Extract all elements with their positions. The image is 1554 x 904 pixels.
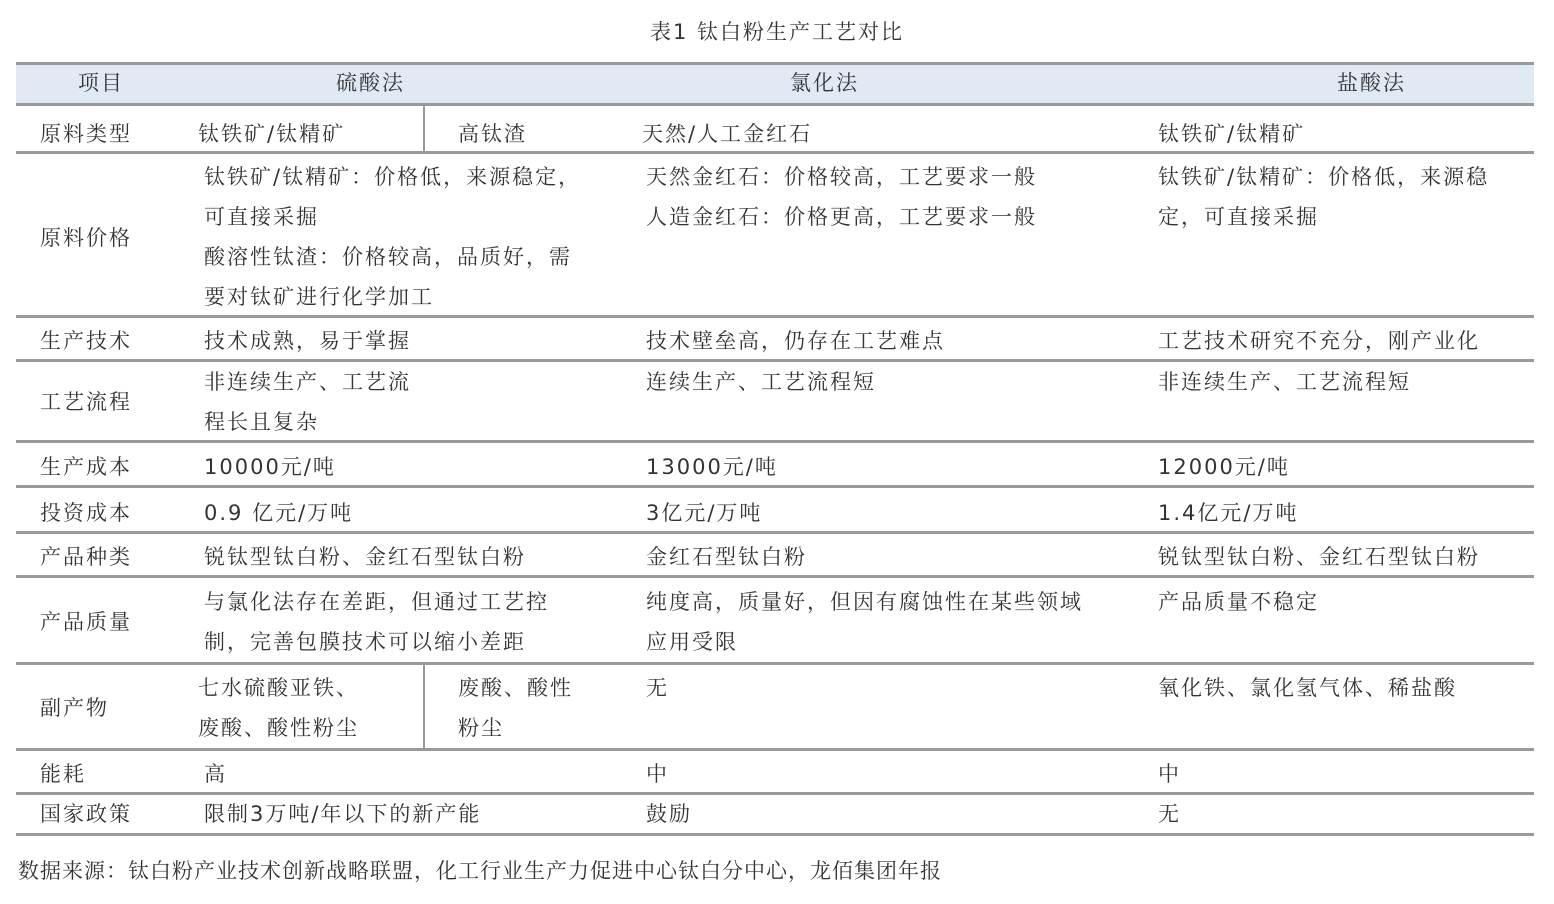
sulfuric-cell: 钛铁矿/钛精矿：价格低，来源稳定， 可直接采掘 酸溶性钛渣：价格较高，品质好，需 要对钛矿进行化学加工 xyxy=(204,165,582,309)
chloride-cell: 鼓励 xyxy=(646,802,692,826)
header-sulfuric: 硫酸法 xyxy=(336,71,405,95)
row-label: 国家政策 xyxy=(40,802,132,826)
chloride-cell: 连续生产、工艺流程短 xyxy=(646,370,876,394)
hydrochloric-cell: 中 xyxy=(1158,762,1181,786)
sulfuric-cell: 非连续生产、工艺流 程长且复杂 xyxy=(204,370,411,434)
chloride-cell: 13000元/吨 xyxy=(646,455,778,479)
chloride-cell: 中 xyxy=(646,762,669,786)
sulfuric-cell: 高钛渣 xyxy=(458,122,527,146)
sulfuric-split-divider xyxy=(423,665,425,748)
table-caption: 表1 钛白粉生产工艺对比 xyxy=(649,20,905,44)
row-label: 工艺流程 xyxy=(40,390,132,414)
chloride-cell: 技术壁垒高，仍存在工艺难点 xyxy=(646,329,945,353)
sulfuric-cell: 锐钛型钛白粉、金红石型钛白粉 xyxy=(204,545,526,569)
row-label: 副产物 xyxy=(40,696,109,720)
sulfuric-cell: 高 xyxy=(204,762,227,786)
hydrochloric-cell: 氧化铁、氯化氢气体、稀盐酸 xyxy=(1158,676,1457,700)
sulfuric-cell: 限制3万吨/年以下的新产能 xyxy=(204,802,482,826)
hydrochloric-cell: 非连续生产、工艺流程短 xyxy=(1158,370,1411,394)
row-label: 投资成本 xyxy=(40,501,132,525)
sulfuric-cell: 0.9 亿元/万吨 xyxy=(204,501,354,525)
row-label: 原料价格 xyxy=(40,226,132,250)
sulfuric-cell: 技术成熟，易于掌握 xyxy=(204,329,411,353)
chloride-cell: 天然/人工金红石 xyxy=(642,122,813,146)
row-divider xyxy=(16,103,1534,106)
row-label: 生产技术 xyxy=(40,329,132,353)
table-top-rule xyxy=(16,62,1534,65)
table-header-background xyxy=(16,62,1534,104)
comparison-table xyxy=(16,62,1534,837)
hydrochloric-cell: 1.4亿元/万吨 xyxy=(1158,501,1299,525)
sulfuric-cell: 钛铁矿/钛精矿 xyxy=(198,122,346,146)
chloride-cell: 无 xyxy=(646,676,669,700)
sulfuric-cell: 废酸、酸性 粉尘 xyxy=(458,676,573,740)
hydrochloric-cell: 钛铁矿/钛精矿：价格低，来源稳 定，可直接采掘 xyxy=(1158,165,1490,229)
hydrochloric-cell: 锐钛型钛白粉、金红石型钛白粉 xyxy=(1158,545,1480,569)
row-label: 原料类型 xyxy=(40,122,132,146)
data-source-note: 数据来源：钛白粉产业技术创新战略联盟，化工行业生产力促进中心钛白分中心，龙佰集团年报 xyxy=(18,859,942,883)
hydrochloric-cell: 钛铁矿/钛精矿 xyxy=(1158,122,1306,146)
header-chloride: 氯化法 xyxy=(790,71,859,95)
row-label: 产品质量 xyxy=(40,610,132,634)
chloride-cell: 纯度高，质量好，但因有腐蚀性在某些领域 应用受限 xyxy=(646,590,1083,654)
hydrochloric-cell: 工艺技术研究不充分，刚产业化 xyxy=(1158,329,1480,353)
row-label: 产品种类 xyxy=(40,545,132,569)
chloride-cell: 金红石型钛白粉 xyxy=(646,545,807,569)
hydrochloric-cell: 12000元/吨 xyxy=(1158,455,1290,479)
hydrochloric-cell: 产品质量不稳定 xyxy=(1158,590,1319,614)
row-divider xyxy=(16,662,1534,665)
header-item: 项目 xyxy=(78,71,124,95)
sulfuric-split-divider xyxy=(423,105,425,151)
sulfuric-cell: 七水硫酸亚铁、 废酸、酸性粉尘 xyxy=(198,676,359,740)
header-hydrochloric: 盐酸法 xyxy=(1337,71,1406,95)
sulfuric-cell: 10000元/吨 xyxy=(204,455,336,479)
hydrochloric-cell: 无 xyxy=(1158,802,1181,826)
sulfuric-cell: 与氯化法存在差距，但通过工艺控 制，完善包膜技术可以缩小差距 xyxy=(204,590,549,654)
row-label: 能耗 xyxy=(40,762,86,786)
row-label: 生产成本 xyxy=(40,455,132,479)
row-divider xyxy=(16,748,1534,751)
chloride-cell: 3亿元/万吨 xyxy=(646,501,763,525)
chloride-cell: 天然金红石：价格较高，工艺要求一般 人造金红石：价格更高，工艺要求一般 xyxy=(646,165,1037,229)
